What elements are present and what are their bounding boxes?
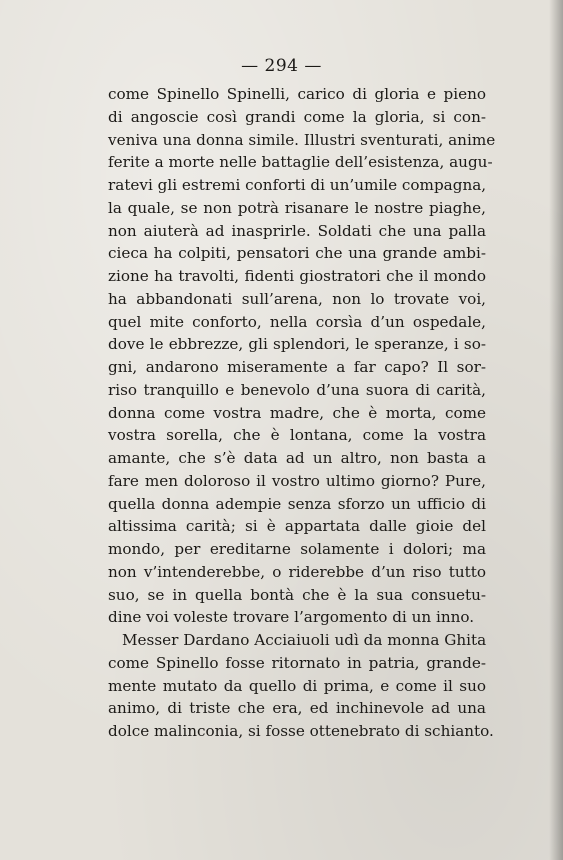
text-line: quel mite conforto, nella corsìa d’un ospedale, [108, 312, 486, 331]
text-line: ratevi gli estremi conforti di un’umile compagna, [108, 176, 487, 194]
text-line: gni, andarono miseramente a far capo? Il sor- [108, 358, 486, 376]
text-line: dolce malinconia, si fosse ottenebrato di schianto. [108, 722, 494, 740]
text-line: zione ha travolti, fidenti giostratori che il mondo [108, 267, 486, 285]
page-edge-shadow [549, 0, 563, 860]
text-line: veniva una donna simile. Illustri sventurati, anime [108, 130, 496, 149]
text-line: non v’intenderebbe, o riderebbe d’un riso tutto [108, 562, 486, 581]
text-line: non aiuterà ad inasprirle. Soldati che una palla [108, 221, 486, 240]
text-line: suo, se in quella bontà che è la sua consuetu- [108, 585, 486, 604]
text-line: animo, di triste che era, ed inchinevole ad una [108, 699, 486, 718]
body-text [108, 83, 496, 743]
text-line: di angoscie così grandi come la gloria, si con- [108, 107, 486, 126]
text-line: amante, che s’è data ad un altro, non basta a [108, 449, 486, 467]
text-line: fare men doloroso il vostro ultimo giorno? Pure, [108, 471, 486, 490]
text-line: ha abbandonati sull’arena, non lo trovate voi, [108, 289, 486, 308]
text-line: donna come vostra madre, che è morta, come [108, 403, 486, 422]
text-line: mente mutato da quello di prima, e come il suo [108, 676, 486, 695]
text-line: mondo, per ereditarne solamente i dolori; ma [108, 540, 486, 558]
text-line: vostra sorella, che è lontana, come la vostra [108, 426, 486, 445]
text-line: quella donna adempie senza sforzo un ufficio di [108, 494, 486, 513]
text-line: riso tranquillo e benevolo d’una suora di carità, [108, 380, 486, 399]
text-line: come Spinello fosse ritornato in patria, grande- [108, 653, 486, 672]
text-line: dove le ebbrezze, gli splendori, le speranze, i so- [108, 335, 486, 354]
text-line: cieca ha colpiti, pensatori che una grande ambi- [108, 244, 486, 263]
text-line: la quale, se non potrà risanare le nostre piaghe, [108, 198, 486, 217]
text-line: ferite a morte nelle battaglie dell’esistenza, augu- [108, 153, 493, 172]
text-line: dine voi voleste trovare l’argomento di un inno. [108, 608, 475, 627]
page-number: — 294 — [241, 56, 322, 76]
text-line: altissima carità; si è appartata dalle gioie del [108, 517, 486, 536]
paragraph-start-line: Messer Dardano Acciaiuoli udì da monna Ghita [122, 631, 487, 649]
text-line: come Spinello Spinelli, carico di gloria e pieno [108, 85, 486, 103]
